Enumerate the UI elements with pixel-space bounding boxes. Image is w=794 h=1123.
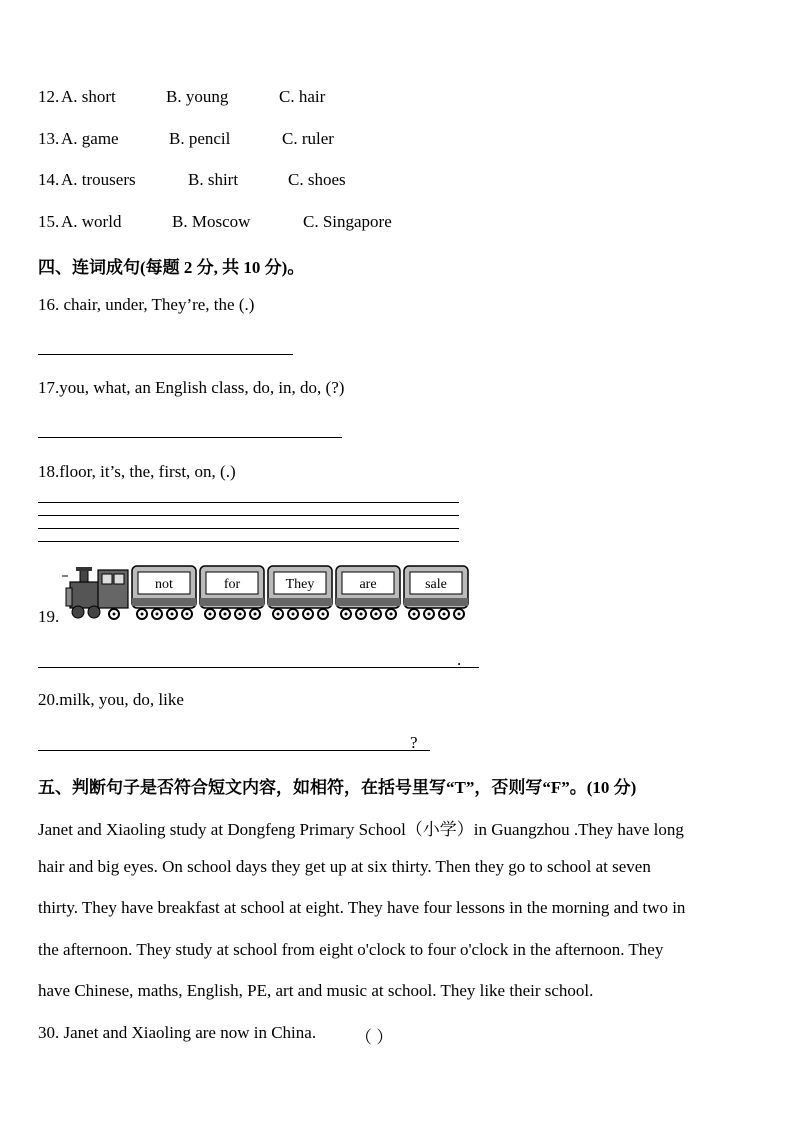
question-number: 14. bbox=[38, 170, 60, 189]
answer-line-20[interactable] bbox=[38, 750, 430, 751]
passage-line-1: Janet and Xiaoling study at Dongfeng Primary School（小学）in Guangzhou .They have long bbox=[38, 820, 684, 839]
answer-line-18d[interactable] bbox=[38, 541, 459, 542]
option-a: A. short bbox=[61, 87, 116, 106]
section-5-title: 五、判断句子是否符合短文内容，如相符，在括号里写“T”，否则写“F”。(10 分) bbox=[38, 778, 637, 797]
passage-line-4: the afternoon. They study at school from eight o'clock to four o'clock in the afternoon. They bbox=[38, 940, 664, 959]
answer-line-18c[interactable] bbox=[38, 528, 459, 529]
question-number: 12. bbox=[38, 87, 60, 106]
answer-line-17[interactable] bbox=[38, 437, 342, 438]
answer-line-18a[interactable] bbox=[38, 502, 459, 503]
question-number: 15. bbox=[38, 212, 60, 231]
question-30: 30. Janet and Xiaoling are now in China. bbox=[38, 1023, 317, 1042]
train-car-5 bbox=[404, 566, 468, 619]
question-number: 13. bbox=[38, 129, 60, 148]
locomotive-icon bbox=[62, 567, 128, 619]
answer-19-period: . bbox=[457, 650, 462, 669]
option-b: B. Moscow bbox=[172, 212, 251, 231]
option-b: B. shirt bbox=[188, 170, 239, 189]
option-b: B. pencil bbox=[169, 129, 231, 148]
question-17: 17.you, what, an English class, do, in, do, (?) bbox=[38, 378, 345, 397]
passage-line-3: thirty. They have breakfast at school at eight. They have four lessons in the morning and two in bbox=[38, 898, 686, 917]
train-car-1 bbox=[132, 566, 196, 619]
train-car-4 bbox=[336, 566, 400, 619]
question-18: 18.floor, it’s, the, first, on, (.) bbox=[38, 462, 236, 481]
answer-line-18b[interactable] bbox=[38, 515, 459, 516]
option-a: A. trousers bbox=[61, 170, 136, 189]
answer-bracket-30[interactable]: （ ） bbox=[355, 1028, 394, 1047]
option-c: C. Singapore bbox=[303, 212, 392, 231]
train-word-1: not bbox=[155, 577, 173, 592]
question-20: 20.milk, you, do, like bbox=[38, 690, 184, 709]
question-16: 16. chair, under, They’re, the (.) bbox=[38, 295, 255, 314]
option-a: A. world bbox=[61, 212, 122, 231]
train-car-2 bbox=[200, 566, 264, 619]
section-4-title: 四、连词成句(每题 2 分, 共 10 分)。 bbox=[38, 258, 305, 277]
train-illustration bbox=[62, 562, 472, 624]
option-c: C. ruler bbox=[282, 129, 334, 148]
answer-line-19[interactable] bbox=[38, 667, 479, 668]
option-b: B. young bbox=[166, 87, 229, 106]
option-a: A. game bbox=[61, 129, 119, 148]
answer-line-16[interactable] bbox=[38, 354, 293, 355]
train-word-4: are bbox=[359, 577, 377, 592]
train-word-3: They bbox=[285, 577, 315, 592]
option-c: C. hair bbox=[279, 87, 326, 106]
passage-line-5: have Chinese, maths, English, PE, art and music at school. They like their school. bbox=[38, 981, 594, 1000]
train-word-5: sale bbox=[425, 577, 447, 592]
train-car-3 bbox=[268, 566, 332, 619]
question-19-number: 19. bbox=[38, 607, 60, 626]
option-c: C. shoes bbox=[288, 170, 346, 189]
answer-20-question-mark: ? bbox=[410, 733, 418, 752]
train-word-2: for bbox=[223, 577, 241, 592]
passage-line-2: hair and big eyes. On school days they get up at six thirty. Then they go to school at seven bbox=[38, 857, 651, 876]
